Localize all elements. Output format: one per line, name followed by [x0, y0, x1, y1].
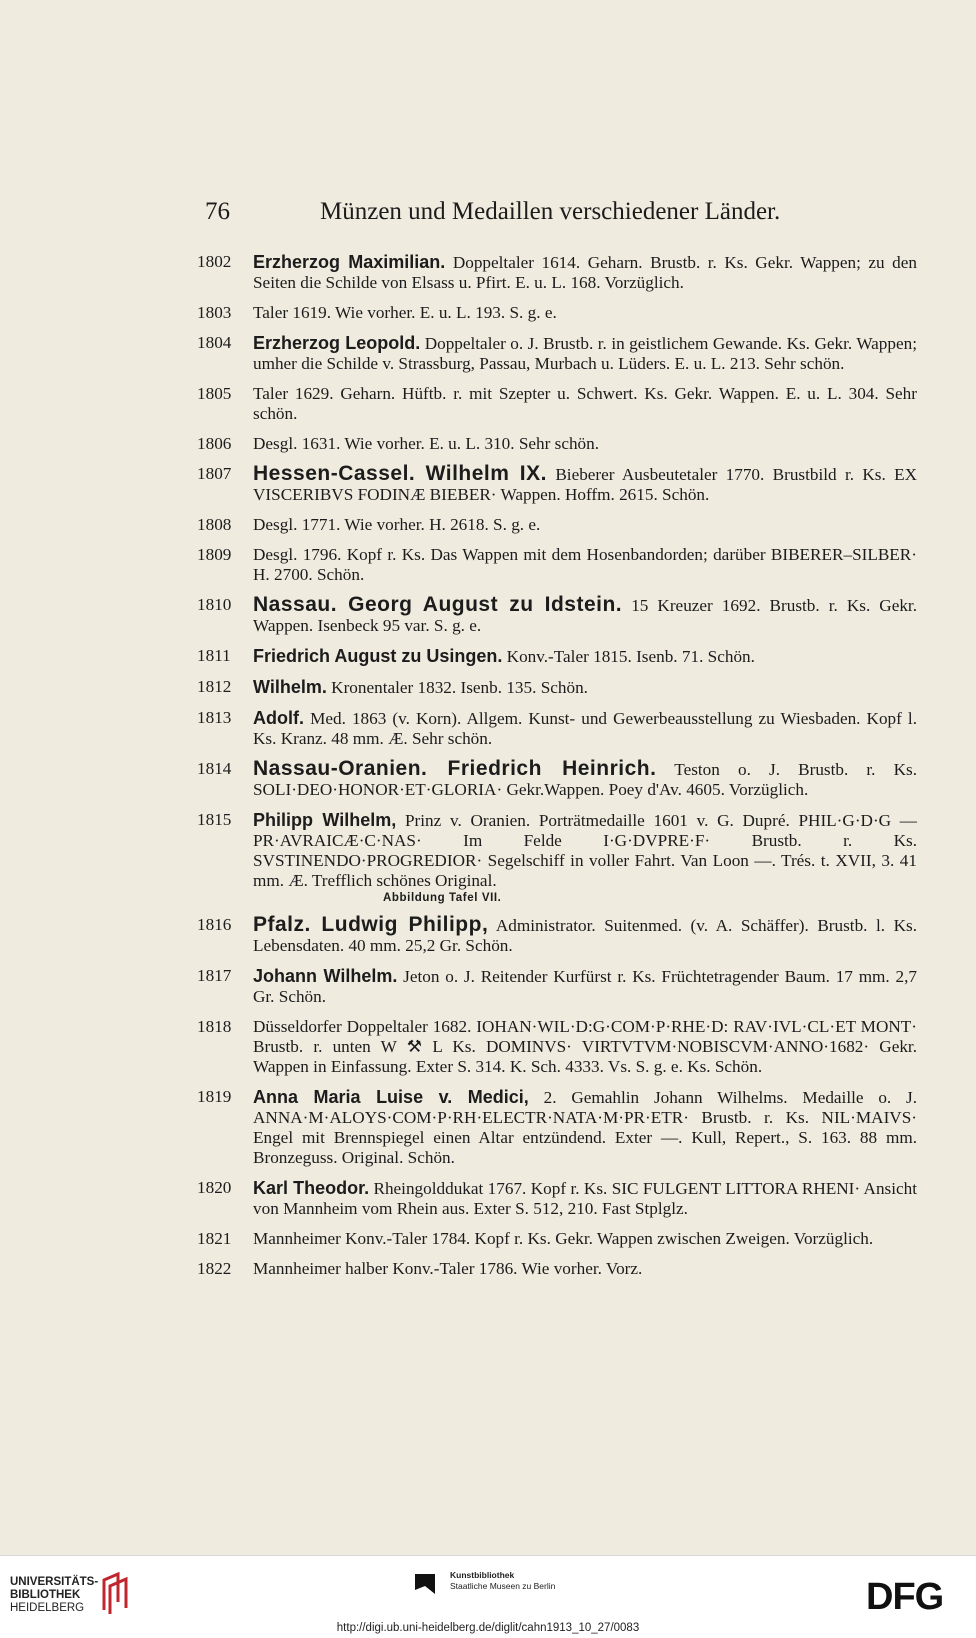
- entry-name: Hessen-Cassel. Wilhelm IX.: [253, 462, 547, 485]
- entry-description: Prinz v. Oranien. Porträtmedaille 1601 v. G. Dupré. PHIL·G·D·G — PR·AVRAICÆ·C·NAS· Im Felde I·G·DVPRE·F· Brustb. r. Ks. SVSTINENDO·PROGREDIOR· Segelschiff in voller Fahrt. Van Loon —. Trés. t. XVII, 3. 41 mm. Æ. Trefflich schönes Original.: [253, 811, 917, 890]
- catalog-entry: [197, 915, 917, 956]
- catalog-entry: [197, 464, 917, 505]
- entry-number: 1806: [197, 434, 232, 453]
- entry-name: Adolf.: [253, 708, 304, 728]
- entry-name: Nassau. Georg August zu Idstein.: [253, 593, 623, 616]
- entry-number: 1820: [197, 1178, 232, 1197]
- catalog-entry: [197, 384, 917, 424]
- source-url[interactable]: http://digi.ub.uni-heidelberg.de/diglit/cahn1913_10_27/0083: [336, 1622, 640, 1634]
- entry-description: 15 Kreuzer 1692. Brustb. r. Ks. Gekr. Wappen. Isenbeck 95 var. S. g. e.: [253, 596, 918, 635]
- page-number: 76: [205, 198, 230, 225]
- entry-number: 1812: [197, 677, 232, 696]
- entry-name: Anna Maria Luise v. Medici,: [253, 1087, 529, 1107]
- entry-description: Mannheimer halber Konv.-Taler 1786. Wie vorher. Vorz.: [253, 1259, 643, 1278]
- dfg-logo[interactable]: DFG: [866, 1576, 944, 1618]
- entry-name: Erzherzog Leopold.: [253, 333, 421, 353]
- entry-description: Taler 1619. Wie vorher. E. u. L. 193. S. g. e.: [253, 303, 557, 322]
- entry-description: Bieberer Ausbeutetaler 1770. Brustbild r. Ks. EX VISCERIBVS FODINÆ BIEBER· Wappen. Hoffm. 2615. Schön.: [253, 465, 918, 504]
- catalog-entry: [197, 966, 917, 1007]
- entry-number: 1804: [197, 333, 232, 352]
- entry-number: 1818: [197, 1017, 232, 1036]
- university-logo-icon: [98, 1570, 132, 1616]
- entry-name: Pfalz. Ludwig Philipp,: [253, 913, 489, 936]
- entry-description: Kronentaler 1832. Isenb. 135. Schön.: [331, 678, 588, 697]
- entry-name: Wilhelm.: [253, 677, 327, 697]
- catalog-entry: [197, 646, 917, 667]
- entry-number: 1822: [197, 1259, 232, 1278]
- catalog-entry: [197, 1259, 917, 1279]
- entry-body: [253, 1259, 642, 1278]
- entry-body: [253, 545, 917, 584]
- entry-description: Teston o. J. Brustb. r. Ks. SOLI·DEO·HONOR·ET·GLORIA· Gekr.Wappen. Poey d'Av. 4605. Vorzüglich.: [253, 760, 917, 799]
- entry-description: Jeton o. J. Reitender Kurfürst r. Ks. Früchtetragender Baum. 17 mm. 2,7 Gr. Schön.: [253, 967, 918, 1006]
- entry-description: Administrator. Suitenmed. (v. A. Schäffer). Brustb. l. Ks. Lebensdaten. 40 mm. 25,2 Gr. Schön.: [253, 916, 917, 955]
- entry-body: [253, 811, 917, 890]
- entry-description: Konv.-Taler 1815. Isenb. 71. Schön.: [506, 647, 755, 666]
- kunstbibliothek-logo-icon[interactable]: [413, 1568, 443, 1598]
- catalog-entry: [197, 434, 917, 454]
- entry-body: [253, 1088, 917, 1167]
- catalog-entry: [197, 1017, 917, 1077]
- entry-name: Friedrich August zu Usingen.: [253, 646, 503, 666]
- entry-description: Med. 1863 (v. Korn). Allgem. Kunst- und Gewerbeausstellung zu Wiesbaden. Kopf l. Ks. Kranz. 48 mm. Æ. Sehr schön.: [253, 709, 918, 748]
- entry-body: [253, 913, 917, 955]
- footer-bar: [0, 1555, 976, 1638]
- entry-number: 1816: [197, 915, 232, 934]
- catalog-entry: [197, 759, 917, 800]
- entry-body: [253, 1017, 917, 1076]
- kb-line-2: Staatliche Museen zu Berlin: [450, 1581, 556, 1591]
- catalog-entry: [197, 333, 917, 374]
- entry-body: [253, 757, 917, 799]
- catalog-entry: [197, 1229, 917, 1249]
- illustration-note: Abbildung Tafel VII.: [383, 892, 502, 904]
- entry-number: 1802: [197, 252, 232, 271]
- entry-description: Desgl. 1796. Kopf r. Ks. Das Wappen mit dem Hosenbandorden; darüber BIBERER–SILBER· H. 2700. Schön.: [253, 545, 917, 584]
- entry-number: 1803: [197, 303, 232, 322]
- entry-number: 1815: [197, 810, 232, 829]
- entry-name: Nassau-Oranien. Friedrich Heinrich.: [253, 757, 657, 780]
- entry-number: 1821: [197, 1229, 232, 1248]
- entry-number: 1814: [197, 759, 232, 778]
- entry-name: Philipp Wilhelm,: [253, 810, 397, 830]
- entry-description: Mannheimer Konv.-Taler 1784. Kopf r. Ks. Gekr. Wappen zwischen Zweigen. Vorzüglich.: [253, 1229, 874, 1248]
- entry-number: 1811: [197, 646, 231, 665]
- catalog-entry: [197, 1087, 917, 1168]
- kb-line-1: Kunstbibliothek: [450, 1570, 515, 1580]
- entry-body: [253, 678, 588, 697]
- page-title: Münzen und Medaillen verschiedener Länder.: [320, 198, 781, 225]
- entry-description: Düsseldorfer Doppeltaler 1682. IOHAN·WIL·D:G·COM·P·RHE·D: RAV·IVL·CL·ET MONT· Brustb. r. unten W ⚒ L Ks. DOMINVS· VIRTVTVM·NOBISCVM·ANNO·1682· Gekr. Wappen in Einfassung. Exter S. 314. K. Sch. 4333. Vs. S. g. e. Ks. Schön.: [253, 1017, 917, 1076]
- entry-description: Taler 1629. Geharn. Hüftb. r. mit Szepter u. Schwert. Ks. Gekr. Wappen. E. u. L. 304. Sehr schön.: [253, 384, 917, 423]
- catalog-entry: [197, 515, 917, 535]
- entry-number: 1805: [197, 384, 232, 403]
- entry-name: Johann Wilhelm.: [253, 966, 398, 986]
- entry-body: [253, 334, 917, 373]
- uni-line-2: BIBLIOTHEK: [10, 1589, 81, 1601]
- entry-body: [253, 967, 917, 1006]
- catalog-entry: [197, 677, 917, 698]
- catalog-entries: [197, 252, 917, 1289]
- uni-line-3: HEIDELBERG: [10, 1602, 85, 1614]
- entry-description: Desgl. 1631. Wie vorher. E. u. L. 310. Sehr schön.: [253, 434, 600, 453]
- entry-description: Rheingolddukat 1767. Kopf r. Ks. SIC FULGENT LITTORA RHENI· Ansicht von Mannheim vom Rhein aus. Exter S. 512, 210. Fast Stplglz.: [253, 1179, 917, 1218]
- university-library-label[interactable]: [10, 1576, 98, 1615]
- entry-body: [253, 384, 917, 423]
- catalog-entry: [197, 252, 917, 293]
- entry-number: 1807: [197, 464, 232, 483]
- entry-number: 1819: [197, 1087, 232, 1106]
- entry-body: [253, 1229, 873, 1248]
- entry-name: Erzherzog Maximilian.: [253, 252, 446, 272]
- entry-body: [253, 709, 917, 748]
- entry-body: [253, 303, 557, 322]
- entry-number: 1808: [197, 515, 232, 534]
- entry-description: Doppeltaler 1614. Geharn. Brustb. r. Ks. Gekr. Wappen; zu den Seiten die Schilde von Elsass u. Pfirt. E. u. L. 168. Vorzüglich.: [253, 253, 917, 292]
- catalog-entry: [197, 303, 917, 323]
- entry-body: [253, 434, 599, 453]
- catalog-entry: [197, 1178, 917, 1219]
- entry-body: [253, 647, 755, 666]
- entry-number: 1809: [197, 545, 232, 564]
- entry-description: 2. Gemahlin Johann Wilhelms. Medaille o. J. ANNA·M·ALOYS·COM·P·RH·ELECTR·NATA·M·PR·ETR· Brustb. r. Ks. NIL·MAIVS· Engel mit Brennspiegel einen Altar entzündend. Exter —. Kull, Repert., S. 163. 88 mm. Bronzeguss. Original. Schön.: [253, 1088, 918, 1167]
- entry-number: 1810: [197, 595, 232, 614]
- entry-number: 1813: [197, 708, 232, 727]
- entry-body: [253, 593, 918, 635]
- catalog-entry: [197, 545, 917, 585]
- entry-body: [253, 1179, 917, 1218]
- entry-body: [253, 462, 918, 504]
- entry-description: Doppeltaler o. J. Brustb. r. in geistlichem Gewande. Ks. Gekr. Wappen; umher die Schilde v. Strassburg, Passau, Murbach u. Lüders. E. u. L. 213. Sehr schön.: [253, 334, 917, 373]
- catalog-entry: [197, 595, 917, 636]
- catalog-entry: [197, 810, 917, 905]
- entry-body: [253, 515, 540, 534]
- kunstbibliothek-label: [450, 1570, 555, 1592]
- uni-line-1: UNIVERSITÄTS-: [10, 1576, 99, 1588]
- entry-body: [253, 253, 917, 292]
- entry-number: 1817: [197, 966, 232, 985]
- catalog-entry: [197, 708, 917, 749]
- entry-description: Desgl. 1771. Wie vorher. H. 2618. S. g. e.: [253, 515, 541, 534]
- entry-name: Karl Theodor.: [253, 1178, 370, 1198]
